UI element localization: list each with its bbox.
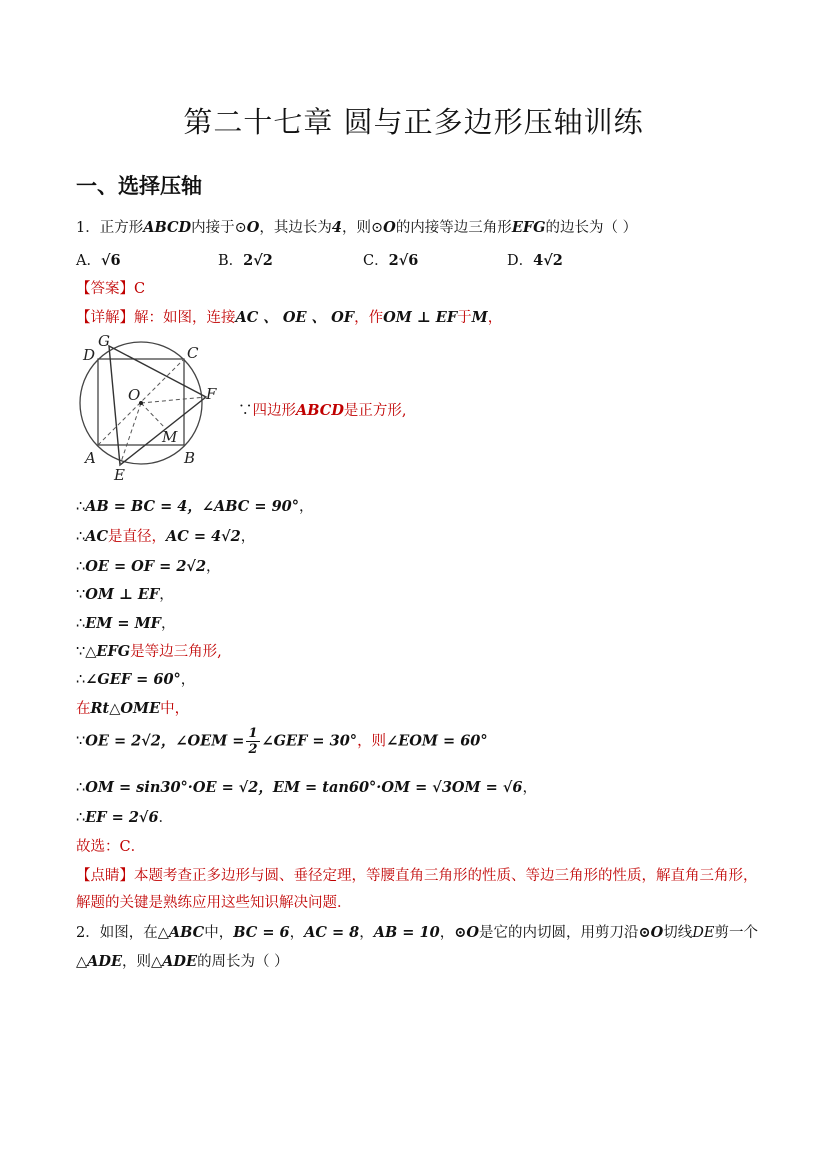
choice-line: 故选：C．: [76, 839, 146, 855]
triangle-efg: [109, 346, 206, 465]
label-c: C: [187, 344, 199, 362]
label-f: F: [206, 385, 217, 403]
detail-line: 【详解】解：如图，连接AC 、 OE 、 OF，作OM ⊥ EF于M，: [76, 309, 503, 326]
answer-line: 【答案】C: [76, 281, 146, 297]
step-8: ∵OE = 2√2，∠OEM = $\frac{1}{2}$ ∠GEF = 30°，则∠EOM = 60°: [76, 726, 488, 757]
segment-oe: [120, 403, 141, 465]
label-a: A: [85, 449, 96, 467]
step-2: ∴AC是直径，AC = 4√2，: [76, 528, 256, 545]
page-title: 第二十七章 圆与正多边形压轴训练: [183, 105, 644, 139]
segment-of: [141, 397, 206, 403]
comment-line-1: 【点睛】本题考查正多边形与圆、垂径定理，等腰直角三角形的性质、等边三角形的性质，解直角三角形，: [76, 868, 758, 884]
segment-om: [141, 403, 166, 429]
label-m: M: [162, 428, 178, 446]
comment-line-2: 解题的关键是熟练应用这些知识解决问题．: [76, 895, 352, 911]
section-heading: 一、选择压轴: [76, 174, 202, 198]
step-4: ∵OM ⊥ EF，: [76, 586, 174, 603]
q1-stem: 1．正方形ABCD内接于⊙O，其边长为4，则⊙O的内接等边三角形EFG的边长为（ ）: [76, 219, 638, 236]
label-b: B: [184, 449, 196, 467]
label-o: O: [128, 386, 141, 404]
q2-line-1: 2．如图，在△ABC中，BC = 6，AC = 8，AB = 10，⊙O是它的内切圆，用剪刀沿⊙O切线DE剪一个: [76, 924, 758, 941]
step-7: ∴∠GEF = 60°，: [76, 671, 196, 688]
step-3: ∴OE = OF = 2√2，: [76, 558, 221, 575]
option-a: A．√6: [76, 252, 121, 269]
step-10: ∴EF = 2√6．: [76, 809, 174, 826]
label-g: G: [98, 332, 110, 350]
option-b: B．2√2: [218, 252, 273, 269]
step-1: ∴AB = BC = 4，∠ABC = 90°，: [76, 498, 314, 515]
figure-side-text: ∵四边形ABCD是正方形,: [238, 402, 407, 419]
step-5: ∴EM = MF，: [76, 615, 176, 632]
label-e: E: [114, 466, 125, 482]
label-d: D: [83, 346, 96, 364]
q2-line-2: △ADE，则△ADE的周长为（ ）: [76, 953, 289, 970]
option-d: D．4√2: [507, 252, 563, 269]
circle-square-figure: [78, 332, 238, 482]
step-6: ∵△EFG是等边三角形,: [76, 643, 222, 660]
step-9: ∴OM = sin30°·OE = √2，EM = tan60°·OM = √3OM = √6，: [76, 779, 537, 796]
option-c: C．2√6: [363, 252, 419, 269]
rt-line: 在Rt△OME中，: [76, 700, 190, 717]
